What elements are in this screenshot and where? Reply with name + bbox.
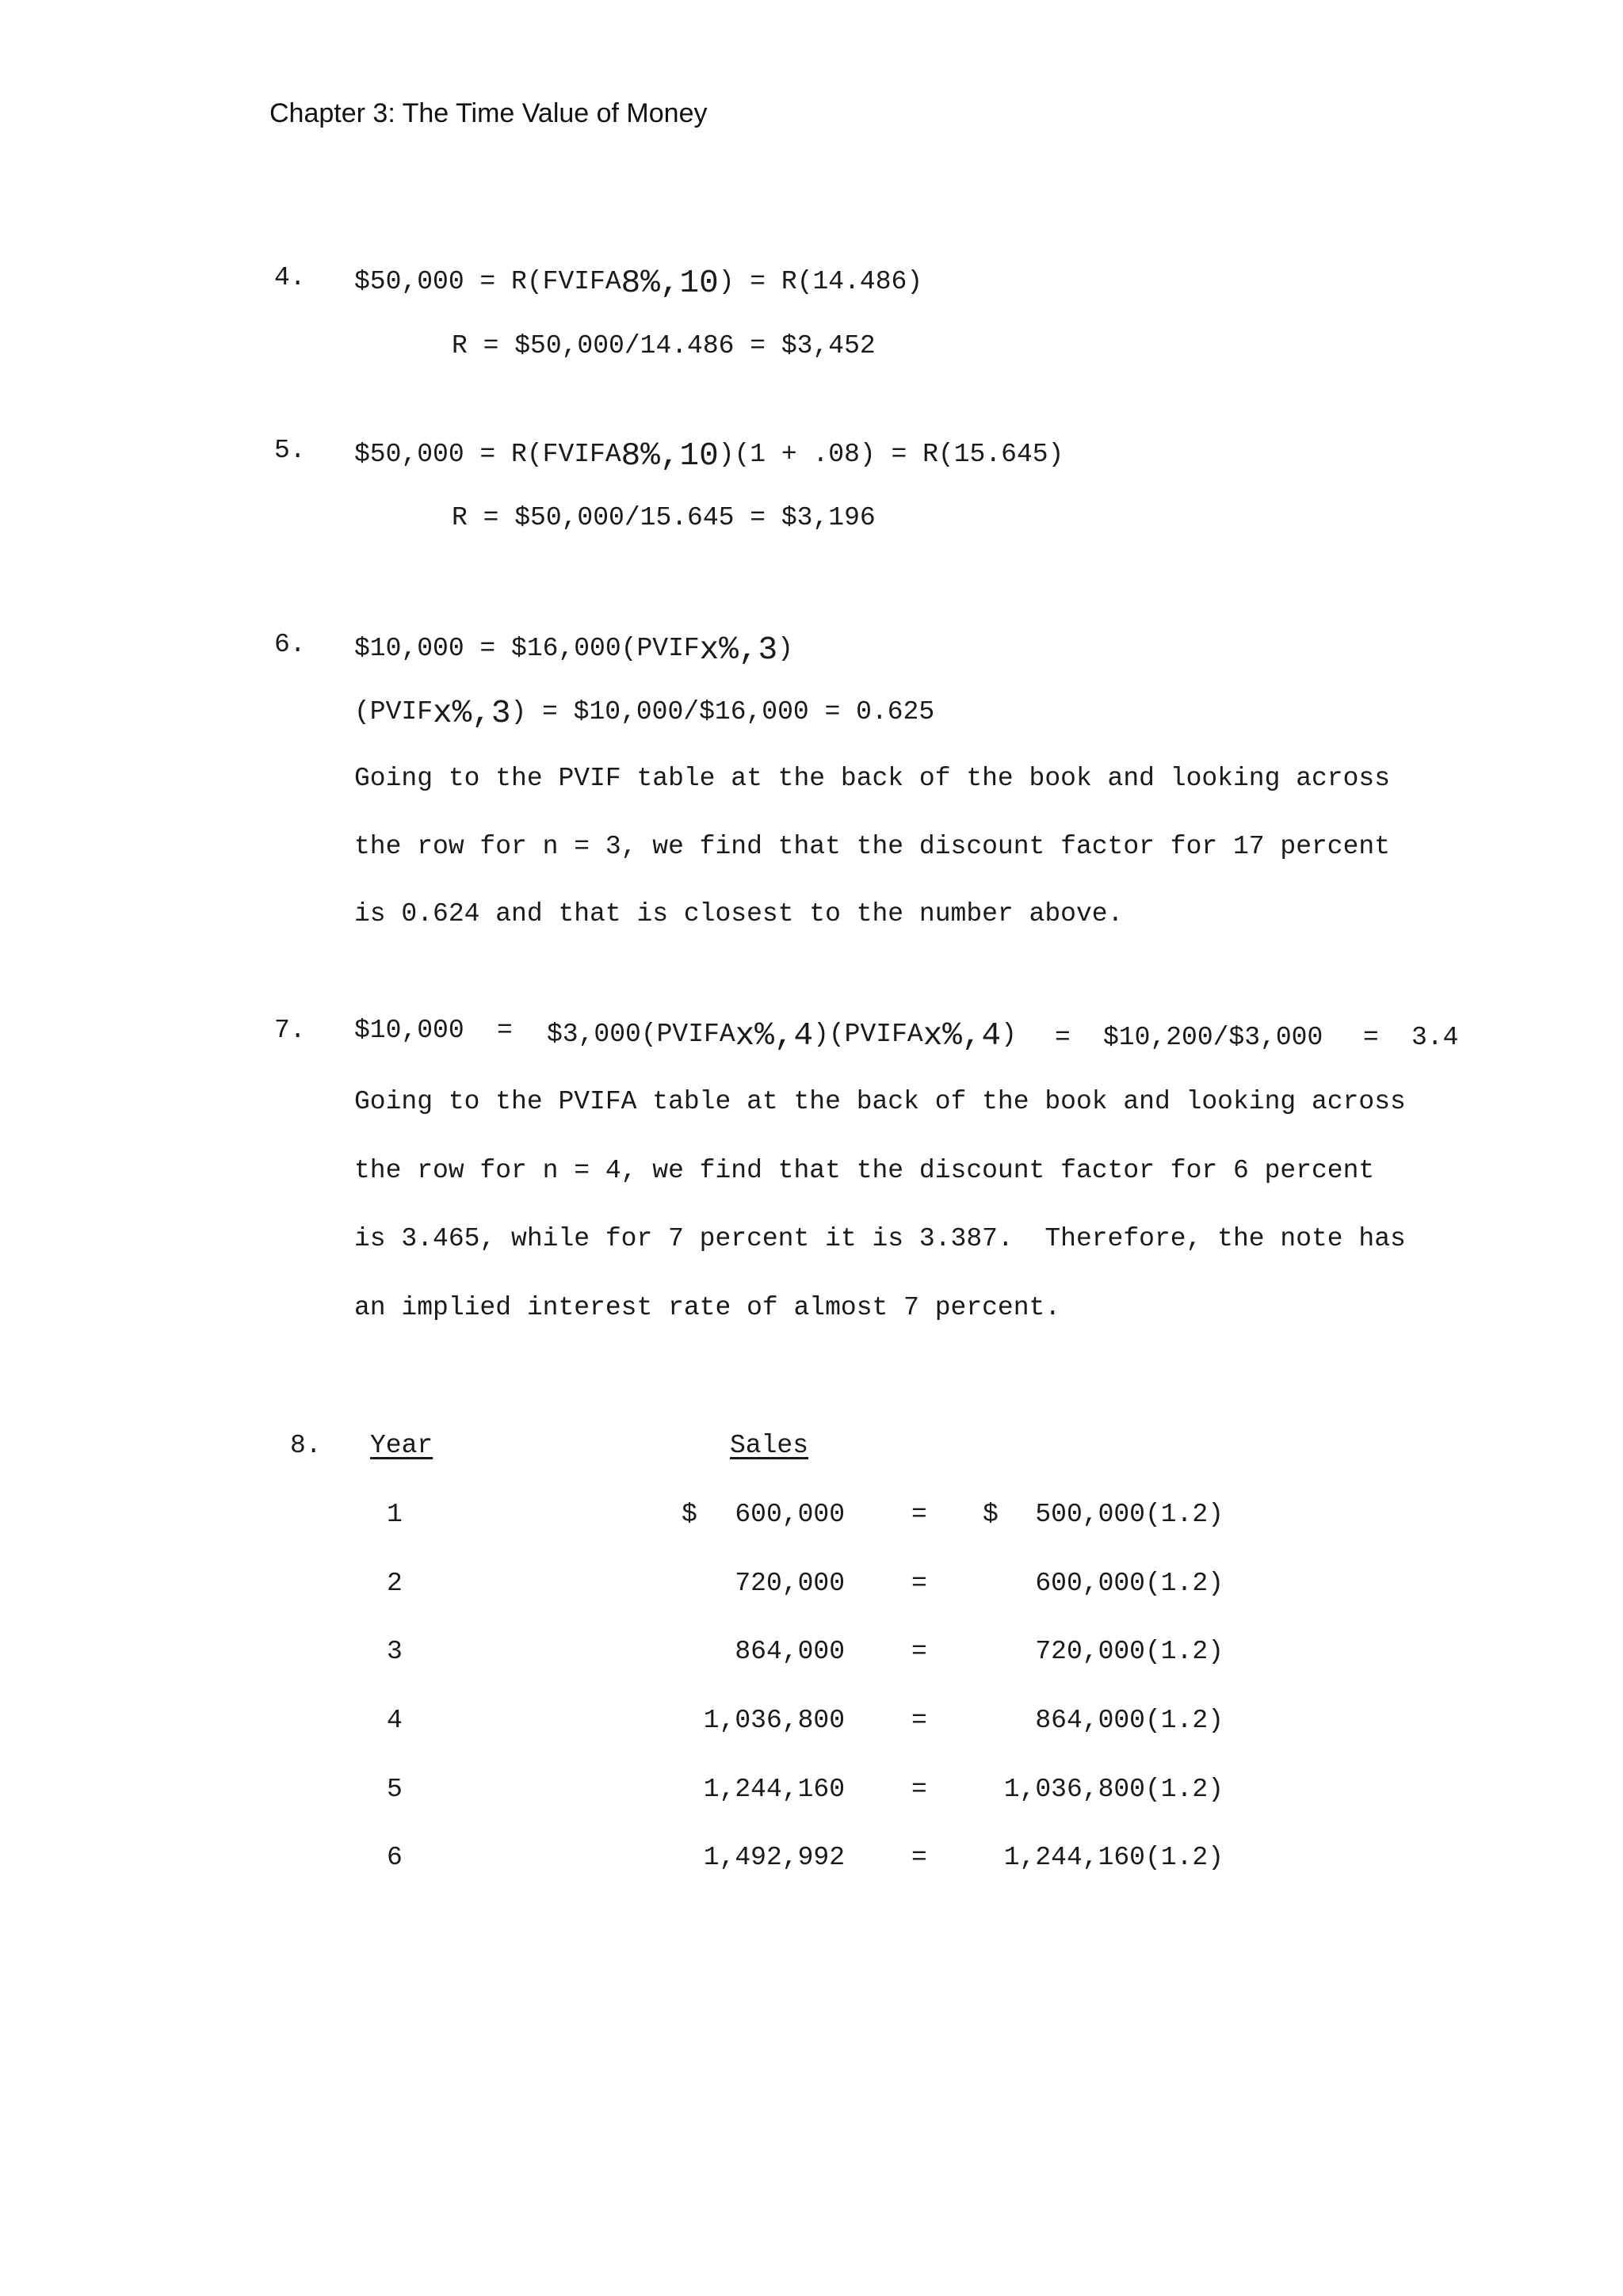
table-cell-equals: = [911, 1775, 927, 1804]
problem-6-text-line: is 0.624 and that is closest to the number above. [354, 899, 1124, 929]
problem-7-division: $10,200/$3,000 [1103, 1023, 1323, 1052]
eq-subscript: 8%,10 [621, 438, 719, 475]
problem-7-text-line: the row for n = 4, we find that the discount factor for 6 percent [354, 1156, 1375, 1185]
table-cell-sales: 1,036,800 [703, 1706, 845, 1735]
problem-5-equation [354, 437, 1064, 475]
eq-text: ) [777, 634, 793, 663]
problem-6-factor [354, 695, 935, 732]
problem-4-number: 4. [274, 263, 306, 292]
table-cell-year: 5 [387, 1775, 403, 1804]
problem-7-equation [547, 1017, 1017, 1055]
eq-text: (PVIF [354, 697, 433, 727]
table-cell-dollar: $ [682, 1500, 697, 1529]
table-cell-equals: = [911, 1637, 927, 1666]
table-cell-calc: 864,000(1.2) [1035, 1706, 1224, 1735]
problem-4-solution: R = $50,000/14.486 = $3,452 [452, 331, 876, 360]
equals-sign: = [1055, 1023, 1071, 1052]
eq-text: $50,000 = R(FVIFA [354, 440, 621, 469]
eq-text: )(PVIFA [813, 1020, 923, 1049]
problem-7-text-line: Going to the PVIFA table at the back of the book and looking across [354, 1087, 1406, 1116]
problem-6-text-line: Going to the PVIF table at the back of the book and looking across [354, 764, 1391, 793]
problem-6-text-line: the row for n = 3, we find that the discount factor for 17 percent [354, 832, 1391, 861]
eq-text: ) = $10,000/$16,000 = 0.625 [510, 697, 935, 727]
problem-8-number: 8. [290, 1431, 322, 1460]
table-cell-sales: 1,244,160 [703, 1775, 845, 1804]
eq-text: ) = R(14.486) [718, 267, 923, 296]
table-cell-sales: 720,000 [735, 1569, 845, 1598]
table-cell-sales: 600,000 [735, 1500, 845, 1529]
column-header-sales: Sales [730, 1431, 809, 1460]
problem-6-equation [354, 631, 793, 669]
table-cell-year: 1 [387, 1500, 403, 1529]
table-cell-sales: 864,000 [735, 1637, 845, 1666]
table-cell-calc: 600,000(1.2) [1035, 1569, 1224, 1598]
table-cell-equals: = [911, 1706, 927, 1735]
table-cell-equals: = [911, 1569, 927, 1598]
table-cell-year: 4 [387, 1706, 403, 1735]
table-cell-year: 6 [387, 1843, 403, 1872]
problem-5-solution: R = $50,000/15.645 = $3,196 [452, 503, 876, 532]
problem-7-result: 3.4 [1411, 1023, 1459, 1052]
eq-text: $10,000 = $16,000(PVIF [354, 634, 700, 663]
table-cell-year: 2 [387, 1569, 403, 1598]
problem-4-equation [354, 265, 923, 302]
page-header: Chapter 3: The Time Value of Money [269, 98, 708, 128]
eq-subscript: x%,4 [922, 1018, 1002, 1055]
table-cell-calc: 1,244,160(1.2) [1003, 1843, 1224, 1872]
column-header-year: Year [370, 1431, 433, 1460]
eq-subscript: x%,3 [699, 632, 778, 669]
eq-subscript: x%,3 [433, 696, 511, 732]
eq-text: $3,000(PVIFA [547, 1020, 735, 1049]
table-cell-dollar: $ [983, 1500, 999, 1529]
problem-5-number: 5. [274, 436, 306, 465]
problem-6-number: 6. [274, 630, 306, 659]
eq-subscript: x%,4 [735, 1018, 814, 1055]
table-cell-equals: = [911, 1500, 927, 1529]
eq-text: )(1 + .08) = R(15.645) [718, 440, 1064, 469]
table-cell-equals: = [911, 1843, 927, 1872]
table-cell-calc: 1,036,800(1.2) [1003, 1775, 1224, 1804]
table-cell-calc: 720,000(1.2) [1035, 1637, 1224, 1666]
eq-text: $50,000 = R(FVIFA [354, 267, 621, 296]
problem-7-text-line: is 3.465, while for 7 percent it is 3.387. Therefore, the note has [354, 1224, 1406, 1253]
problem-7-number: 7. [274, 1016, 306, 1045]
problem-7-lhs: $10,000 [354, 1016, 464, 1045]
equals-sign: = [1363, 1023, 1379, 1052]
table-cell-year: 3 [387, 1637, 403, 1666]
equals-sign: = [497, 1016, 513, 1045]
eq-text: ) [1001, 1020, 1017, 1049]
problem-7-text-line: an implied interest rate of almost 7 percent. [354, 1293, 1061, 1322]
table-cell-sales: 1,492,992 [703, 1843, 845, 1872]
table-cell-calc: 500,000(1.2) [1035, 1500, 1224, 1529]
eq-subscript: 8%,10 [621, 265, 719, 302]
